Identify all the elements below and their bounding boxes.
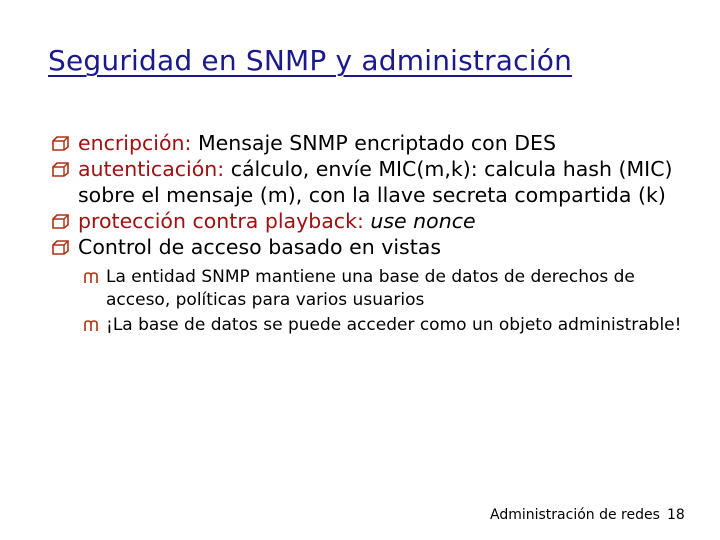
sub-bullet-access-rights bbox=[84, 266, 692, 312]
bullet-encryption bbox=[52, 130, 692, 156]
sub-bullet-text: ¡La base de datos se puede acceder como un objeto administrable! bbox=[106, 315, 682, 335]
bullet-text: use nonce bbox=[363, 209, 476, 233]
bullet-text: Control de acceso basado en vistas bbox=[78, 235, 442, 259]
sub-bullet-list bbox=[84, 266, 692, 337]
bullet-label: encripción: bbox=[78, 131, 192, 155]
box-bullet-icon bbox=[52, 162, 69, 177]
bullet-text: cálculo, envíe MIC(m,k): calcula hash (MIC) sobre el mensaje (m), con la llave secreta compartida (k) bbox=[78, 157, 673, 207]
bullet-text: Mensaje SNMP encriptado con DES bbox=[191, 131, 556, 155]
page-number: 18 bbox=[667, 507, 685, 523]
bullet-access-control bbox=[52, 234, 692, 260]
sub-bullet-text: La entidad SNMP mantiene una base de datos de derechos de acceso, políticas para varios usuarios bbox=[106, 267, 635, 310]
bullet-label: protección contra playback: bbox=[78, 209, 364, 233]
bullet-playback-protection bbox=[52, 208, 692, 234]
footer-label: Administración de redes bbox=[490, 507, 660, 523]
bullet-list bbox=[52, 130, 692, 339]
slide-title: Seguridad en SNMP y administración bbox=[48, 44, 573, 77]
m-bullet-icon bbox=[84, 320, 98, 332]
sub-bullet-database-object bbox=[84, 314, 692, 337]
box-bullet-icon bbox=[52, 240, 69, 255]
bullet-authentication bbox=[52, 156, 692, 208]
m-bullet-icon bbox=[84, 272, 98, 284]
bullet-label: autenticación: bbox=[78, 157, 225, 181]
box-bullet-icon bbox=[52, 214, 69, 229]
box-bullet-icon bbox=[52, 136, 69, 151]
